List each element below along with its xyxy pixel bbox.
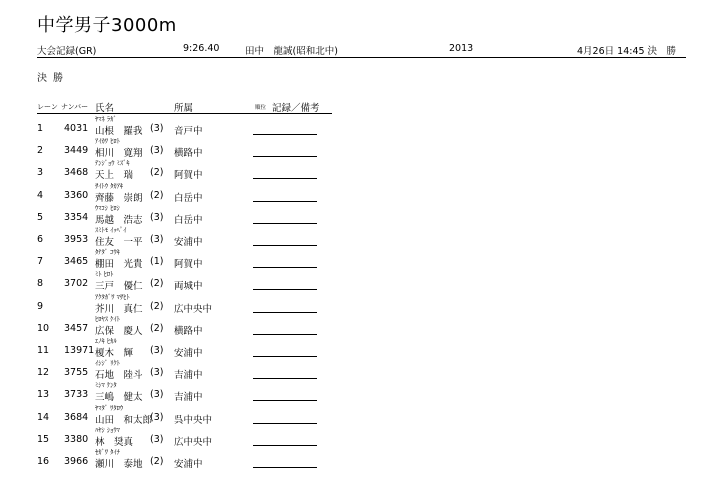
lane-number: 10 — [37, 322, 50, 334]
header-rank: 順位 — [255, 105, 267, 111]
athlete-team: 広中央中 — [174, 436, 213, 448]
bib-number: 3684 — [64, 411, 89, 423]
athlete-kana: ｲｼｼﾞ ﾘｸﾄ — [95, 359, 120, 368]
bib-number: 3702 — [64, 278, 89, 290]
bib-number: 3966 — [64, 456, 89, 467]
header-lane: レーン — [37, 103, 58, 111]
table-header — [37, 99, 332, 114]
athlete-name: 瀬川 泰地 — [95, 459, 143, 470]
athlete-grade: (3) — [150, 367, 164, 379]
result-blank-line — [253, 423, 317, 424]
bib-number: 4031 — [64, 123, 89, 134]
athlete-grade: (2) — [150, 300, 164, 312]
result-blank-line — [253, 445, 317, 446]
result-blank-line — [253, 156, 317, 157]
table-row — [37, 158, 327, 180]
athlete-grade: (3) — [150, 345, 164, 356]
bib-number: 3354 — [64, 211, 89, 223]
table-row — [37, 114, 327, 136]
athlete-grade: (3) — [150, 123, 164, 134]
athlete-team: 安浦中 — [174, 348, 203, 359]
lane-number: 7 — [37, 256, 44, 268]
table-row — [37, 247, 327, 269]
athlete-name: 山根 羅我 — [95, 126, 143, 137]
bib-number: 3468 — [64, 167, 89, 179]
athlete-team: 阿賀中 — [174, 170, 203, 182]
lane-number: 13 — [37, 389, 50, 401]
athlete-grade: (2) — [150, 167, 164, 179]
lane-number: 11 — [37, 345, 50, 356]
header-name: 氏名 — [95, 103, 115, 114]
athlete-name: 齊藤 崇朗 — [95, 192, 143, 204]
athlete-name: 住友 一平 — [95, 237, 143, 248]
bib-number: 3953 — [64, 234, 89, 245]
result-blank-line — [253, 201, 317, 202]
header-number: ナンバー — [61, 103, 89, 111]
athlete-grade: (3) — [150, 433, 164, 445]
athlete-name: 馬越 浩志 — [95, 214, 143, 226]
athlete-kana: ｽﾐﾄﾓ ｲｯﾍﾟｲ — [95, 226, 127, 234]
athlete-team: 吉浦中 — [174, 370, 203, 382]
athlete-name: 三戸 優仁 — [95, 281, 143, 293]
result-blank-line — [253, 378, 317, 379]
athlete-team: 安浦中 — [174, 237, 203, 248]
athlete-kana: ｱｲｶﾜ ﾋﾛﾄ — [95, 137, 120, 146]
record-time: 9:26.40 — [183, 43, 220, 54]
lane-number: 16 — [37, 456, 50, 467]
athlete-name: 広保 慶人 — [95, 325, 143, 337]
athlete-name: 山田 和太郎 — [95, 414, 153, 426]
bib-number: 3465 — [64, 256, 89, 268]
athlete-team: 両城中 — [174, 281, 203, 293]
athlete-name: 相川 寛翔 — [95, 148, 143, 160]
bib-number: 3449 — [64, 145, 89, 157]
athlete-team: 音戸中 — [174, 126, 203, 137]
athlete-team: 阿賀中 — [174, 259, 203, 271]
result-blank-line — [253, 267, 317, 268]
athlete-team: 安浦中 — [174, 459, 203, 470]
athlete-grade: (3) — [150, 145, 164, 157]
record-year: 2013 — [449, 43, 474, 54]
result-blank-line — [253, 334, 317, 335]
athlete-kana: ｳﾏｺｼ ﾋﾛｼ — [95, 203, 120, 212]
athlete-team: 横路中 — [174, 325, 203, 337]
lane-number: 9 — [37, 300, 44, 312]
athlete-kana: ｾｶﾞﾜ ﾀｲﾁ — [95, 448, 120, 456]
table-row — [37, 292, 327, 314]
athlete-grade: (3) — [150, 211, 164, 223]
athlete-kana: ｴﾉｷ ﾋｶﾙ — [95, 337, 117, 345]
table-row — [37, 403, 327, 425]
bib-number: 3733 — [64, 389, 89, 401]
round-label: 決勝 — [37, 73, 69, 84]
header-result: 記録／備考 — [272, 103, 320, 114]
result-blank-line — [253, 356, 317, 357]
athlete-name: 棚田 光貴 — [95, 259, 143, 271]
athlete-grade: (3) — [150, 234, 164, 245]
athlete-kana: ｱｸﾀｶﾞﾜ ﾏｻﾋﾄ — [95, 292, 130, 301]
bib-number: 3380 — [64, 433, 89, 445]
meet-record-line — [37, 43, 686, 58]
lane-number: 1 — [37, 123, 44, 134]
athlete-name: 石地 陸斗 — [95, 370, 143, 382]
lane-number: 12 — [37, 367, 50, 379]
athlete-team: 吉浦中 — [174, 392, 203, 404]
bib-number: 3360 — [64, 189, 89, 201]
athlete-kana: ﾐｼﾏ ｹﾝﾀ — [95, 381, 117, 390]
athlete-kana: ﾋﾛﾔｽ ｹｲﾄ — [95, 314, 120, 323]
athlete-team: 白岳中 — [174, 214, 203, 226]
athlete-kana: ﾀﾅﾀﾞ ｺｳｷ — [95, 248, 120, 257]
athlete-grade: (3) — [150, 389, 164, 401]
header-team: 所属 — [174, 103, 194, 114]
result-blank-line — [253, 245, 317, 246]
table-row — [37, 203, 327, 225]
lane-number: 14 — [37, 411, 50, 423]
table-row — [37, 358, 327, 380]
table-row — [37, 425, 327, 447]
lane-number: 2 — [37, 145, 44, 157]
athlete-team: 横路中 — [174, 148, 203, 160]
lane-number: 4 — [37, 189, 44, 201]
lane-number: 15 — [37, 433, 50, 445]
lane-number: 8 — [37, 278, 44, 290]
table-row — [37, 181, 327, 203]
athlete-kana: ﾔﾏﾈ ﾗｶﾞ — [95, 115, 117, 123]
athlete-team: 白岳中 — [174, 192, 203, 204]
record-label: 大会記録(GR) — [37, 46, 97, 57]
bib-number: 3457 — [64, 322, 89, 334]
page-title: 中学男子3000m — [37, 15, 177, 36]
result-blank-line — [253, 134, 317, 135]
athlete-kana: ｻｲﾄｳ ﾀｶｱｷ — [95, 181, 124, 190]
athlete-team: 呉中央中 — [174, 414, 213, 426]
athlete-kana: ﾊﾔｼ ｼｮｳﾏ — [95, 425, 120, 434]
table-row — [37, 314, 327, 336]
athlete-name: 林 奨真 — [95, 436, 134, 448]
lane-number: 5 — [37, 211, 44, 223]
lane-number: 3 — [37, 167, 44, 179]
athlete-name: 天上 瑞 — [95, 170, 134, 182]
athlete-name: 三嶋 健太 — [95, 392, 143, 404]
table-row — [37, 380, 327, 402]
table-row — [37, 225, 327, 247]
result-blank-line — [253, 467, 317, 468]
result-blank-line — [253, 178, 317, 179]
table-row — [37, 269, 327, 291]
athlete-kana: ﾐﾄ ﾋﾛﾄ — [95, 270, 114, 279]
table-row — [37, 136, 327, 158]
record-holder: 田中 龍誠(昭和北中) — [245, 46, 338, 57]
athlete-grade: (2) — [150, 322, 164, 334]
athlete-name: 榎木 輝 — [95, 348, 134, 359]
lane-number: 6 — [37, 234, 44, 245]
table-row — [37, 447, 327, 469]
athlete-team: 広中央中 — [174, 303, 213, 315]
athlete-grade: (2) — [150, 278, 164, 290]
athlete-grade: (3) — [150, 411, 164, 423]
result-blank-line — [253, 400, 317, 401]
athlete-kana: ﾃﾝｼﾞｮｳ ﾐｽﾞｷ — [95, 159, 130, 168]
result-blank-line — [253, 223, 317, 224]
athlete-name: 芥川 真仁 — [95, 303, 143, 315]
result-blank-line — [253, 312, 317, 313]
result-blank-line — [253, 289, 317, 290]
event-datetime: 4月26日 14:45 決 勝 — [577, 46, 677, 57]
bib-number: 13971 — [64, 345, 95, 356]
table-row — [37, 336, 327, 358]
athlete-kana: ﾔﾏﾀﾞ ﾜﾀﾛｳ — [95, 403, 124, 412]
athlete-grade: (2) — [150, 456, 164, 467]
athlete-grade: (1) — [150, 256, 164, 268]
athlete-grade: (2) — [150, 189, 164, 201]
bib-number: 3755 — [64, 367, 89, 379]
